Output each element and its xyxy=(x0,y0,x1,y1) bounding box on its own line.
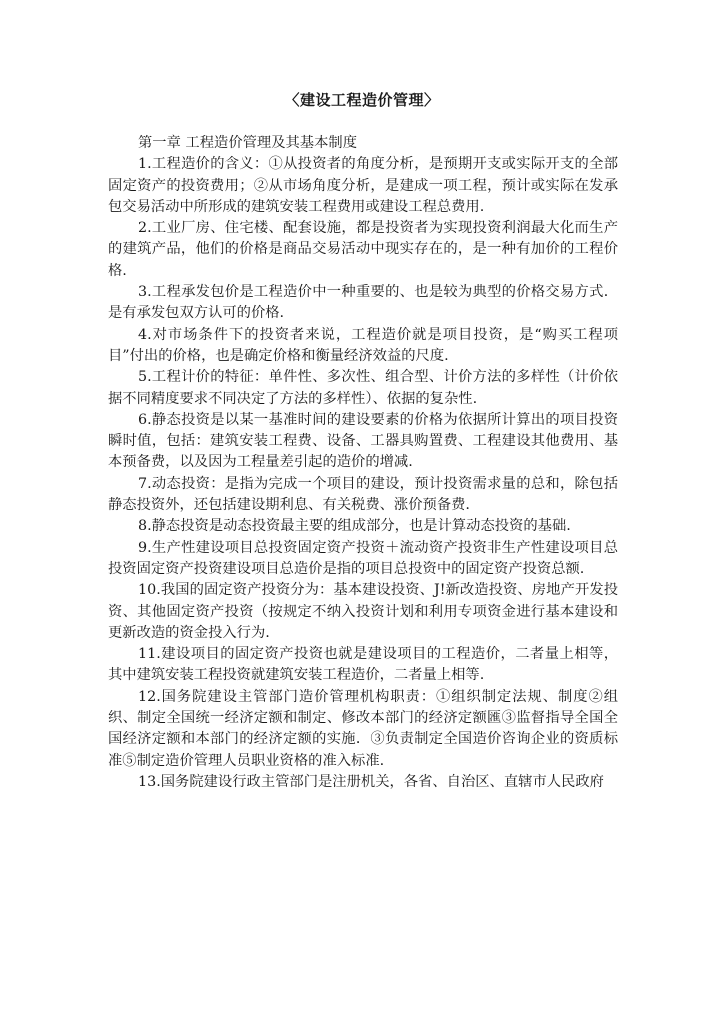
paragraph-3: 3.工程承发包价是工程造价中一种重要的、也是较为典型的价格交易方式．是有承发包双方认可的价格. xyxy=(108,284,618,322)
paragraph-4: 4.对市场条件下的投资者来说，工程造价就是项目投资，是“购买工程项目”付出的价格，也是确定价格和衡量经济效益的尺度. xyxy=(108,326,618,364)
paragraph-8: 8.静态投资是动态投资最主要的组成部分，也是计算动态投资的基础. xyxy=(138,518,571,535)
paragraph-7: 7.动态投资：是指为完成一个项目的建设，预计投资需求量的总和，除包括静态投资外，还包括建设期利息、有关税费、涨价预备费. xyxy=(108,475,618,514)
paragraph-9: 9.生产性建设项目总投资固定资产投资＋流动资产投资非生产性建设项目总投资固定资产投资建设项目总造价是指的项目总投资中的固定资产投资总额. xyxy=(108,539,618,577)
paragraph-10: 10.我国的固定资产投资分为：基本建设投资、J!新改造投资、房地产开发投资、其他固定资产投资（按规定不纳入投资计划和利用专项资金进行基本建设和更新改造的资金投入行为. xyxy=(108,582,618,641)
paragraph-11: 11.建设项目的固定资产投资也就是建设项目的工程造价，二者量上相等，其中建筑安装工程投资就建筑安装工程造价，二者量上相等. xyxy=(108,646,618,684)
paragraph-13: 13.国务院建设行政主管部门是注册机关，各省、自治区、直辖市人民政府 xyxy=(138,773,604,790)
document-title: 〈建设工程造价管理〉 xyxy=(284,91,440,109)
paragraph-5: 5.工程计价的特征：单件性、多次性、组合型、计价方法的多样性（计价依据不同精度要求不同决定了方法的多样性）、依据的复杂性. xyxy=(108,369,618,407)
paragraph-12: 12.国务院建设主管部门造价管理机构职责：①组织制定法规、制度②组织、制定全国统一经济定额和制定、修改本部门的经济定额匯③监督指导全国全国经济定额和本部门的经济定额的实施．③负责制定全国造价咨询企业的资质标准⑤制定造价管理人员职业资格的准入标准. xyxy=(108,688,618,769)
document-body xyxy=(108,133,618,793)
chapter-heading: 第一章 工程造价管理及其基本制度 xyxy=(138,135,357,151)
paragraph-2: 2.工业厂房、住宅楼、配套设施，都是投资者为实现投资利润最大化而生产的建筑产品，他们的价格是商品交易活动中现实存在的，是一种有加价的工程价格. xyxy=(108,220,618,279)
paragraph-6: 6.静态投资是以某一基准时间的建设要素的价格为依据所计算出的项目投资瞬时值，包括：建筑安装工程费、设备、工器具购置费、工程建设其他费用、基本预备费，以及因为工程量差引起的造价的增减. xyxy=(108,411,618,471)
paragraph-1: 1.工程造价的含义：①从投资者的角度分析，是预期开支或实际开支的全部固定资产的投资费用；②从市场角度分析，是建成一项工程，预计或实际在发承包交易活动中所形成的建筑安装工程费用或建设工程总费用. xyxy=(108,156,618,215)
